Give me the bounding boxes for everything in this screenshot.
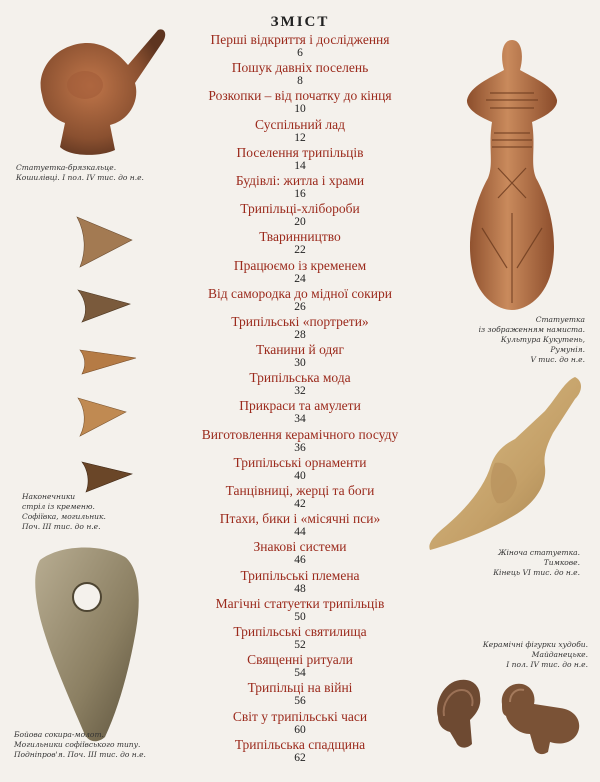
toc-entry-page: 42 (294, 498, 306, 510)
toc-entry-title: Трипільська спадщина (234, 736, 366, 752)
animal-figurines-caption: Керамічні фігурки худоби. Майданецьке. І пол. IV тис. до н.е. (482, 640, 588, 669)
toc-entry-title: Поселення трипільців (236, 144, 364, 160)
toc-entry (200, 370, 400, 398)
toc-entry (200, 568, 400, 596)
toc-list (200, 32, 400, 765)
toc-entry-title: Розкопки – від початку до кінця (208, 88, 392, 104)
toc-entry (200, 201, 400, 229)
toc-entry-page: 34 (294, 413, 306, 426)
toc-entry-page: 62 (294, 751, 306, 764)
necklace-statuette-caption: Статуетка із зображенням намиста. Культура Кукутень, Румунія. V тис. до н.е. (478, 315, 585, 364)
toc-entry-page: 8 (297, 75, 303, 88)
toc-entry (200, 455, 400, 483)
toc-entry (200, 173, 400, 201)
toc-entry-title: Магічні статуетки трипільців (215, 595, 385, 611)
toc-entry (200, 680, 400, 708)
toc-title: ЗМІСТ (270, 14, 330, 30)
toc-entry (200, 32, 400, 60)
toc-entry-title: Танцівниці, жерці та боги (225, 483, 375, 498)
table-of-contents (200, 12, 400, 765)
toc-entry-title: Тваринництво (259, 229, 341, 245)
toc-entry-title: Трипільська мода (249, 370, 351, 386)
toc-entry-page: 54 (294, 667, 306, 680)
toc-entry-title: Трипільці на війні (247, 680, 353, 696)
female-statuette-caption: Жіноча статуетка. Тимкове. Кінець VI тис. до н.е. (493, 548, 580, 577)
arrowheads-caption: Наконечники стріл із кременю. Софіївка, могильник. Поч. III тис. до н.е. (22, 492, 106, 531)
toc-entry (200, 258, 400, 286)
toc-entry-page: 16 (294, 187, 306, 200)
toc-entry (200, 398, 400, 426)
rattle-caption: Статуетка-брязкальце. Кошилівці. І пол. IV тис. до н.е. (16, 163, 144, 182)
toc-entry-title: Світ у трипільські часи (232, 708, 368, 724)
toc-entry (200, 737, 400, 765)
toc-entry-title: Трипільські «портрети» (231, 313, 369, 329)
toc-entry-page: 40 (294, 469, 306, 482)
toc-entry-page: 26 (294, 300, 306, 313)
toc-entry-title: Трипільські племена (240, 567, 360, 583)
toc-entry-title: Трипільці-хлібороби (240, 201, 360, 217)
toc-entry-page: 30 (294, 357, 306, 370)
animal-figurines-image (430, 672, 585, 757)
toc-entry (200, 342, 400, 370)
toc-entry-title: Працюємо із кременем (233, 257, 367, 273)
toc-entry (200, 314, 400, 342)
toc-entry (200, 117, 400, 145)
toc-entry (200, 286, 400, 314)
toc-entry (200, 483, 400, 511)
toc-entry-page: 28 (294, 328, 306, 341)
toc-entry-title: Перші відкриття і дослідження (210, 32, 390, 47)
toc-entry-page: 52 (294, 638, 306, 651)
necklace-statuette-image (462, 38, 562, 313)
toc-entry-page: 20 (294, 216, 306, 229)
toc-entry-page: 24 (294, 272, 306, 285)
toc-entry-page: 14 (294, 159, 306, 172)
toc-entry-page: 6 (297, 47, 303, 59)
toc-entry-page: 32 (294, 385, 306, 398)
toc-entry-page: 50 (294, 610, 306, 623)
toc-entry-title: Птахи, бики і «місячні пси» (219, 511, 381, 527)
toc-entry (200, 652, 400, 680)
toc-entry (200, 145, 400, 173)
toc-entry (200, 60, 400, 88)
toc-entry-title: Трипільські святилища (233, 623, 367, 639)
toc-entry-page: 56 (294, 695, 306, 708)
toc-entry-page: 22 (294, 244, 306, 257)
toc-entry (200, 624, 400, 652)
battle-axe-image (30, 545, 155, 745)
toc-entry-page: 60 (294, 723, 306, 736)
toc-entry-title: Суспільний лад (255, 116, 345, 132)
toc-entry-title: Тканини й одяг (255, 342, 345, 358)
toc-entry-title: Від самородка до мідної сокири (208, 285, 392, 301)
toc-entry-title: Виготовлення керамічного посуду (201, 426, 399, 442)
toc-entry-title: Знакові системи (253, 539, 347, 555)
toc-entry-page: 48 (294, 582, 306, 595)
axe-caption: Бойова сокира-молот. Могильники софіївського типу. Подніпров'я. Поч. III тис. до н.е. (14, 730, 146, 759)
toc-entry-title: Трипільські орнаменти (233, 454, 367, 470)
toc-entry-title: Пошук давніх поселень (231, 60, 369, 76)
toc-entry-page: 36 (294, 441, 306, 454)
toc-entry (200, 709, 400, 737)
toc-entry (200, 427, 400, 455)
toc-entry (200, 511, 400, 539)
rattle-statuette-image (30, 25, 170, 160)
toc-entry (200, 539, 400, 567)
toc-entry-page: 12 (294, 131, 306, 144)
toc-entry-page: 44 (294, 526, 306, 539)
toc-entry-title: Священні ритуали (247, 652, 353, 668)
toc-entry-title: Будівлі: житла і храми (235, 172, 365, 188)
toc-entry (200, 596, 400, 624)
toc-entry-page: 46 (294, 554, 306, 567)
toc-entry-page: 10 (294, 103, 306, 116)
arrowheads-image (72, 212, 142, 497)
toc-entry (200, 88, 400, 116)
female-statuette-image (425, 375, 585, 555)
toc-entry (200, 229, 400, 257)
toc-entry-title: Прикраси та амулети (239, 398, 361, 414)
